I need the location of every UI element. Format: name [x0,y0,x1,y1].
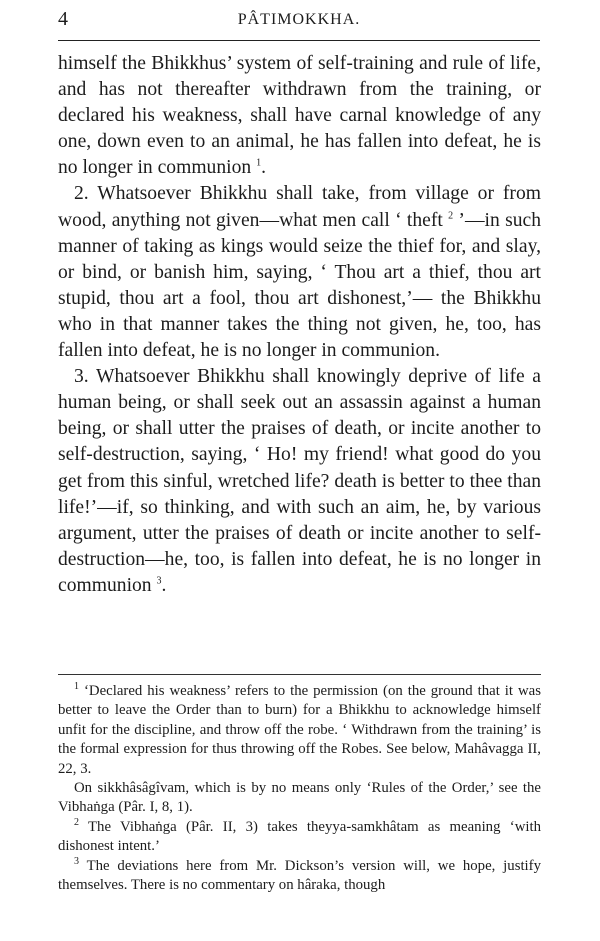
running-title: PÂTIMOKKHA. [237,11,361,28]
paragraph-3-text: 3. Whatsoever Bhikkhu shall knowingly deprive of life a human being, or shall seek out an assassin against a human being, or shall utter the praises of death, or incite another to self-destruction, saying, ‘ Ho! my friend! what good do you get from this sinful, wretched life? death is better to thee than life!’—if, so thinking, and with such an aim, he, by various argument, utter the praises of death or incite another to self-destruction—he, too, is fallen into defeat, he is no longer in communion [58,366,541,596]
paragraph-3-end: . [161,574,167,596]
page-header [58,6,540,34]
footnote-marker-2: 2 [74,816,79,828]
paragraph-3 [58,364,541,599]
footnote-ref-3: 3 [156,575,162,587]
footnote-marker-3: 3 [74,855,79,867]
footnotes [58,682,541,895]
footnote-1 [58,682,541,779]
footnote-1-cont-text: On sikkhâsâgîvam, which is by no means only ‘Rules of the Order,’ see the Vibhaṅga (Pâr. I, 8, 1). [58,780,541,816]
paragraph-2-text-b: ’—in such manner of taking as kings would seize the thief for, and slay, or bind, or banish him, saying, ‘ Thou art a thief, thou art stupid, thou art a fool, thou art dishonest,’— the Bhikkhu who in that manner takes the thing not given, he, too, has fallen into defeat, he is no longer in communion. [58,209,541,362]
paragraph-1 [58,51,541,181]
footnote-1-text: ‘Declared his weakness’ refers to the permission (on the ground that it was better to leave the Order than to burn) for a Bhikkhu to acknowledge himself unfit for the discipline, and throw off the robe. ‘ Withdrawn from the training’ is the formal expression for thus throwing off the Robes. See below, Mahâvagga II, 22, 3. [58,683,541,777]
footnote-2-text: The Vibhaṅga (Pâr. II, 3) takes theyya-samkhâtam as meaning ‘with dishonest intent.’ [58,818,541,855]
footnote-1-continued [58,779,541,818]
main-text [58,51,541,599]
footnote-ref-2: 2 [448,210,454,222]
page-number: 4 [58,8,68,30]
footnote-2 [58,818,541,857]
footnote-3 [58,857,541,896]
footnote-3-text: The deviations here from Mr. Dickson’s version will, we hope, justify themselves. There is no commentary on hâraka, though [58,857,541,894]
paragraph-2 [58,181,541,364]
paragraph-2-text-a: 2. Whatsoever Bhikkhu shall take, from village or from wood, anything not given—what men call ‘ theft [58,183,541,231]
header-rule [58,40,540,41]
paragraph-1-end: . [261,157,267,179]
footnote-ref-1: 1 [256,157,262,169]
footnote-rule [58,674,541,675]
paragraph-1-text: himself the Bhikkhus’ system of self-training and rule of life, and has not thereafter withdrawn from the training, or declared his weakness, shall have carnal knowledge of any one, down even to an animal, he has fallen into defeat, he is no longer in communion [58,53,541,179]
footnote-marker-1: 1 [74,681,79,693]
